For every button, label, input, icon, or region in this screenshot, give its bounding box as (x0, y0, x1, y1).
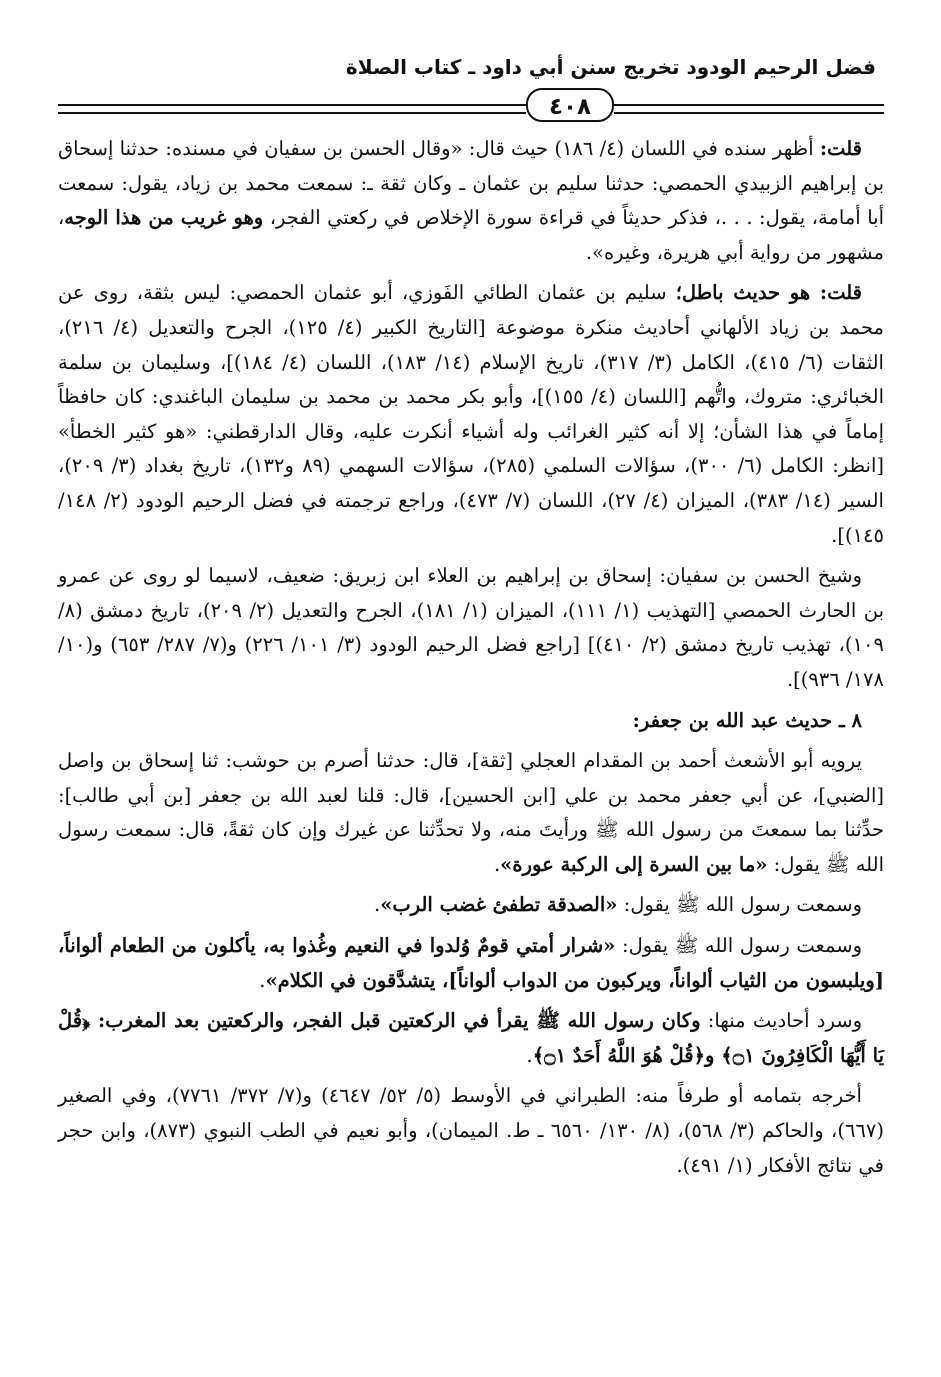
paragraph (58, 744, 884, 882)
bold-text: «ما بين السرة إلى الركبة عورة» (500, 852, 768, 876)
book-page (58, 50, 884, 1189)
paragraph (58, 888, 884, 923)
bold-text: «شرار أمتي قومٌ وُلدوا في النعيم وغُذوا به، يأكلون من الطعام ألواناً، [ويلبسون من الثياب ألواناً، ويركبون من الدواب ألواناً]، يتشدَّقون في الكلام» (58, 934, 884, 992)
bold-text: وكان رسول الله ﷺ يقرأ في الركعتين قبل الفجر، والركعتين بعد المغرب: ﴿قُلْ يَا أَيُّهَا الْكَافِرُونَ ۝١﴾ و﴿قُلْ هُوَ اللَّهُ أَحَدٌ ۝١﴾ (58, 1009, 884, 1067)
page-number: ٤٠٨ (526, 88, 614, 122)
text-run: أخرجه بتمامه أو طرفاً منه: الطبراني في الأوسط (٥/ ٥٢/ ٤٦٤٧) و(٧/ ٣٧٢/ ٧٧٦١)، وفي الصغير (٦٦٧)، والحاكم (٣/ ٥٦٨)، (٨/ ١٣٠/ ٦٥٦٠ ـ ط. الميمان)، وأبو نعيم في الطب النبوي (٨٧٣)، وابن حجر في نتائج الأفكار (١/ ٤٩١). (58, 1084, 884, 1177)
text-run: وشيخ الحسن بن سفيان: إسحاق بن إبراهيم بن العلاء ابن زبريق: ضعيف، لاسيما لو روى عن عمرو بن الحارث الحمصي [التهذيب (١/ ١١١)، الميزان (١/ ١٨١)، الجرح والتعديل (٢/ ٢٠٩)، تاريخ دمشق (٨/ ١٠٩)، تهذيب تاريخ دمشق (٢/ ٤١٠)] [راجع فضل الرحيم الودود (٣/ ١٠١/ ٢٢٦) و(٧/ ٢٨٧/ ٦٥٣) و(١٠/ ١٧٨/ ٩٣٦)]. (58, 564, 885, 691)
paragraph (58, 1004, 884, 1073)
section-heading (58, 704, 884, 739)
text-run: ، مشهور من رواية أبي هريرة، وغيره». (58, 206, 884, 264)
bold-text: قلت: هو حديث باطل؛ (675, 281, 862, 305)
text-run: . (493, 852, 501, 876)
header-rule-left (58, 104, 526, 114)
text-run: . (259, 968, 266, 992)
text-run: وسرد أحاديث منها: (700, 1009, 862, 1033)
header-rule (58, 84, 884, 124)
page-body (58, 132, 884, 1183)
bold-text: ٨ ـ حديث عبد الله بن جعفر: (632, 708, 862, 732)
text-run: سليم بن عثمان الطائي الفَوزي، أبو عثمان الحمصي: ليس بثقة، روى عن محمد بن زياد الألهاني أحاديث منكرة موضوعة [التاريخ الكبير (٤/ ١٢٥)، الجرح والتعديل (٤/ ٢١٦)، الثقات (٦/ ٤١٥)، الكامل (٣/ ٣١٧)، تاريخ الإسلام (١٤/ ١٨٣)، اللسان (٤/ ١٨٤)]، وسليمان بن سلمة الخبائري: متروك، واتُّهم [اللسان (٤/ ١٥٥)]، وأبو بكر محمد بن محمد بن سليمان الباغندي: كان حافظاً إماماً في هذا الشأن؛ إلا أنه كثير الغرائب وله أشياء أنكرت عليه، وقال الدارقطني: «هو كثير الخطأ» [انظر: الكامل (٦/ ٣٠٠)، سؤالات السلمي (٢٨٥)، سؤالات السهمي (٨٩ و١٣٢)، تاريخ بغداد (٣/ ٢٠٩)، السير (١٤/ ٣٨٣)، الميزان (٤/ ٢٧)، اللسان (٧/ ٤٧٣)، وراجع ترجمته في فضل الرحيم الودود (٢/ ١٤٨/ ١٤٥)]. (58, 281, 885, 547)
text-run: وسمعت رسول الله ﷺ يقول: (617, 893, 862, 917)
paragraph (58, 1079, 884, 1183)
text-run: أظهر سنده في اللسان (٤/ ١٨٦) حيث قال: «وقال الحسن بن سفيان في مسنده: حدثنا إسحاق بن إبراهيم الزبيدي الحمصي: حدثنا سليم بن عثمان ـ وكان ثقة ـ: سمعت محمد بن زياد، يقول: سمعت أبا أمامة، يقول: . . .، فذكر حديثاً في قراءة سورة الإخلاص في ركعتي الفجر، (58, 137, 884, 230)
running-header-title: فضل الرحيم الودود تخريج سنن أبي داود ـ كتاب الصلاة (345, 55, 876, 79)
text-run: . (373, 893, 381, 917)
paragraph (58, 132, 884, 270)
bold-text: وهو غريب من هذا الوجه (64, 206, 264, 230)
header-rule-right (614, 104, 884, 114)
text-run: . (526, 1043, 533, 1067)
text-run: يرويه أبو الأشعث أحمد بن المقدام العجلي [ثقة]، قال: حدثنا أصرم بن حوشب: ثنا إسحاق بن واصل [الضبي]، عن أبي جعفر محمد بن علي [ابن الحسين]، قال: قلنا لعبد الله بن جعفر [بن أبي طالب]: حدِّثنا بما سمعتَ من رسول الله ﷺ ورأيتَ منه، ولا تحدِّثنا عن غيرك وإن كان ثقةً، قال: سمعت رسول الله ﷺ يقول: (58, 749, 884, 876)
paragraph (58, 929, 884, 998)
running-header (58, 50, 884, 84)
bold-text: «الصدقة تطفئ غضب الرب» (380, 893, 618, 917)
text-run: وسمعت رسول الله ﷺ يقول: (615, 934, 862, 958)
paragraph (58, 276, 884, 553)
paragraph (58, 559, 884, 697)
bold-text: قلت: (819, 137, 862, 160)
